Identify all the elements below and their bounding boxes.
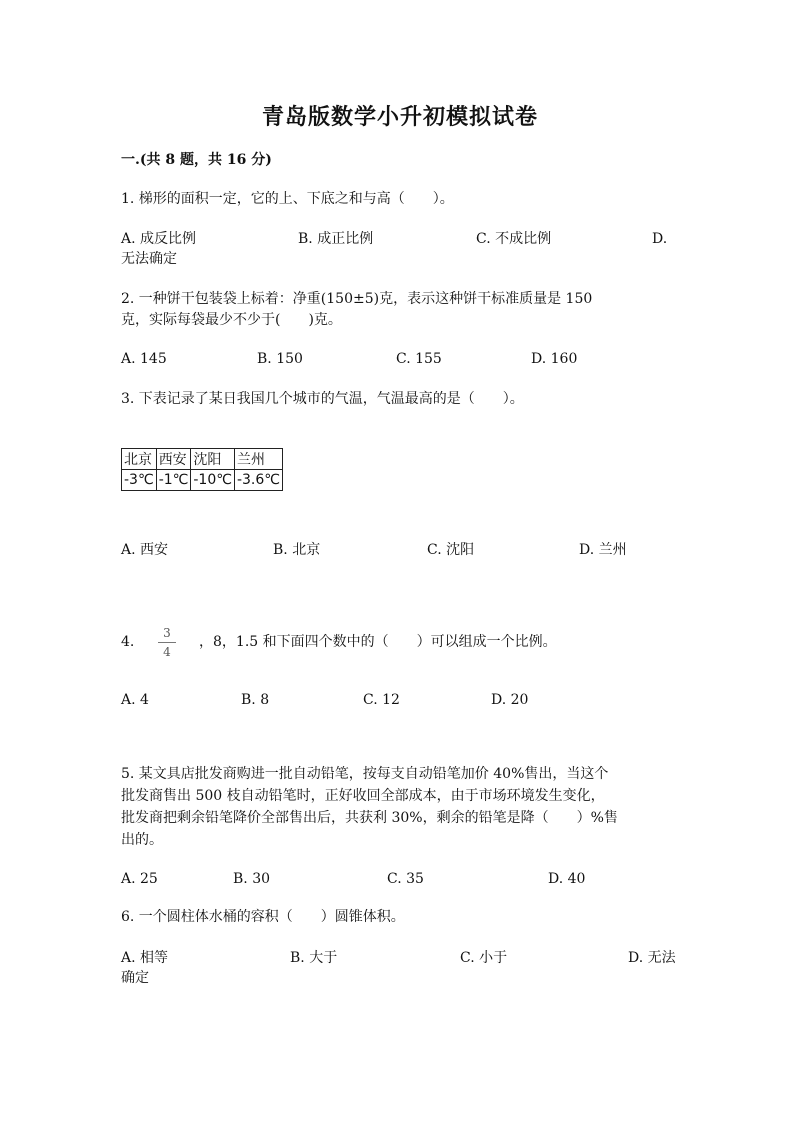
table-row (122, 470, 283, 491)
q2-option-c: C. 155 (396, 351, 442, 367)
section-heading: 一.(共 8 题，共 16 分) (121, 152, 272, 168)
q3-option-b: B. 北京 (273, 542, 321, 558)
q5-option-a: A. 25 (121, 871, 158, 887)
table-cell-city: 西安 (156, 449, 191, 470)
table-cell-temp: -10℃ (191, 470, 235, 491)
question-5-line-2: 批发商售出 500 枝自动铅笔时，正好收回全部成本，由于市场环境发生变化， (121, 788, 605, 804)
table-cell-city: 兰州 (234, 449, 282, 470)
q6-option-a: A. 相等 (121, 950, 169, 966)
table-row (122, 449, 283, 470)
q6-option-c: C. 小于 (460, 950, 508, 966)
question-1-text: 1. 梯形的面积一定，它的上、下底之和与高（ ）。 (121, 191, 454, 207)
table-cell-temp: -3℃ (122, 470, 157, 491)
table-cell-city: 北京 (122, 449, 157, 470)
question-3-text: 3. 下表记录了某日我国几个城市的气温，气温最高的是（ ）。 (121, 391, 524, 407)
q1-option-b: B. 成正比例 (298, 231, 374, 247)
page-title: 青岛版数学小升初模拟试卷 (261, 104, 538, 130)
question-5-line-4: 出的。 (121, 832, 163, 848)
q1-option-d: D. (652, 231, 668, 247)
q4-option-a: A. 4 (121, 692, 149, 708)
q1-option-c: C. 不成比例 (476, 231, 552, 247)
q4-option-d: D. 20 (491, 692, 529, 708)
table-cell-temp: -3.6℃ (234, 470, 282, 491)
q4-option-c: C. 12 (363, 692, 400, 708)
fraction-bar (158, 642, 176, 643)
table-cell-city: 沈阳 (191, 449, 235, 470)
question-4-number: 4. (121, 634, 135, 650)
question-6-text: 6. 一个圆柱体水桶的容积（ ）圆锥体积。 (121, 909, 405, 925)
q3-option-d: D. 兰州 (579, 542, 627, 558)
question-5-line-1: 5. 某文具店批发商购进一批自动铅笔，按每支自动铅笔加价 40%售出，当这个 (121, 766, 609, 782)
q1-option-d-text: 无法确定 (121, 251, 177, 267)
fraction (158, 626, 176, 659)
q5-option-b: B. 30 (233, 871, 271, 887)
q2-option-b: B. 150 (257, 351, 303, 367)
q5-option-d: D. 40 (548, 871, 586, 887)
q6-option-d: D. 无法 (628, 950, 676, 966)
q3-option-a: A. 西安 (121, 542, 169, 558)
table-cell-temp: -1℃ (156, 470, 191, 491)
q5-option-c: C. 35 (387, 871, 424, 887)
q6-option-d-text: 确定 (121, 970, 149, 986)
fraction-denominator: 4 (163, 645, 171, 659)
q1-option-a: A. 成反比例 (121, 231, 197, 247)
question-2-line-2: 克，实际每袋最少不少于( )克。 (121, 312, 342, 328)
temperature-table (121, 448, 283, 491)
question-5-line-3: 批发商把剩余铅笔降价全部售出后，共获利 30%，剩余的铅笔是降（ ）%售 (121, 810, 618, 826)
q2-option-d: D. 160 (531, 351, 578, 367)
fraction-numerator: 3 (163, 626, 171, 640)
q3-option-c: C. 沈阳 (427, 542, 475, 558)
q6-option-b: B. 大于 (290, 950, 338, 966)
q2-option-a: A. 145 (121, 351, 167, 367)
q4-option-b: B. 8 (241, 692, 270, 708)
question-2-line-1: 2. 一种饼干包装袋上标着：净重(150±5)克，表示这种饼干标准质量是 150 (121, 291, 593, 307)
question-4-text: ，8，1.5 和下面四个数中的（ ）可以组成一个比例。 (199, 634, 557, 650)
